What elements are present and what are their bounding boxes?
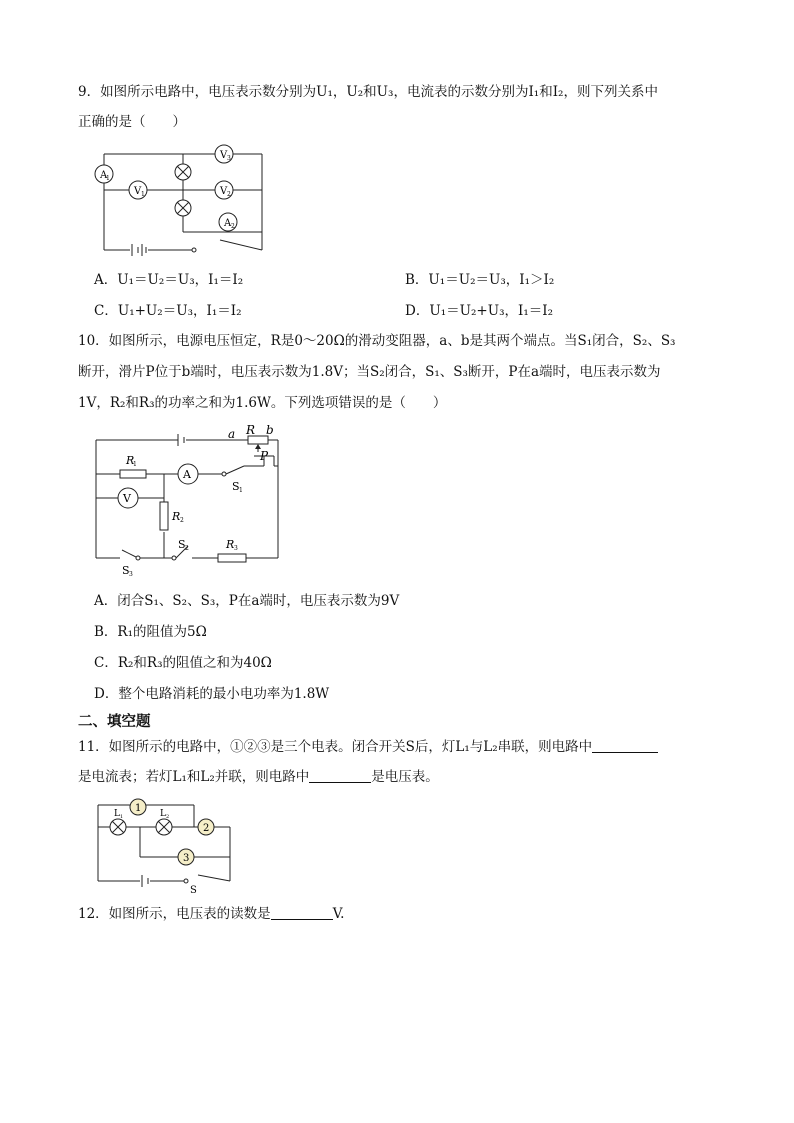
svg-text:b: b	[266, 423, 274, 437]
meter-A2	[219, 213, 237, 231]
q10-option-b: B．R₁的阻值为5Ω	[94, 624, 207, 640]
lamp-upper	[175, 164, 191, 180]
q10-stem-line3: 1V，R₂和R₃的功率之和为1.6W。下列选项错误的是（ ）	[78, 395, 447, 411]
q12-text-1b: V.	[332, 906, 345, 922]
svg-text:2: 2	[231, 223, 235, 230]
meter-V3	[215, 145, 233, 163]
svg-text:S: S	[190, 885, 197, 896]
svg-text:3: 3	[227, 155, 231, 162]
q9-option-b: B．U₁＝U₂＝U₃，I₁＞I₂	[405, 272, 555, 288]
svg-text:A: A	[224, 218, 232, 229]
svg-text:1: 1	[120, 814, 124, 820]
svg-text:1: 1	[133, 461, 137, 468]
lamp-lower	[175, 200, 191, 216]
svg-text:S: S	[178, 538, 186, 551]
svg-text:R: R	[226, 538, 235, 551]
svg-text:2: 2	[185, 545, 189, 552]
q9-option-a: A．U₁＝U₂＝U₃，I₁＝I₂	[94, 272, 244, 288]
svg-text:S: S	[122, 564, 130, 577]
svg-text:2: 2	[166, 814, 170, 820]
svg-text:V: V	[134, 186, 142, 197]
svg-text:a: a	[228, 427, 236, 441]
q11-blank-1[interactable]	[592, 738, 658, 753]
q11-stem-line1	[78, 737, 658, 757]
q11-text-2b: 是电压表。	[371, 769, 439, 785]
q9-option-d: D．U₁＝U₂+U₃，I₁＝I₂	[405, 303, 553, 319]
svg-text:V: V	[220, 186, 228, 197]
svg-text:V: V	[220, 150, 228, 161]
meter-V2	[215, 181, 233, 199]
svg-text:A: A	[183, 468, 191, 481]
q10-circuit-diagram	[94, 422, 284, 578]
resistor-R2	[160, 502, 168, 530]
svg-text:2: 2	[227, 191, 231, 198]
q12-blank-1[interactable]	[271, 905, 333, 920]
svg-text:1: 1	[106, 175, 110, 182]
svg-text:3: 3	[234, 545, 238, 552]
svg-text:1: 1	[239, 487, 243, 494]
meter-A1	[95, 165, 113, 183]
rheostat-R	[248, 436, 268, 444]
svg-text:R: R	[126, 454, 135, 467]
svg-text:1: 1	[141, 191, 145, 198]
svg-text:L: L	[114, 809, 120, 819]
q10-option-a: A．闭合S₁、S₂、S₃，P在a端时，电压表示数为9V	[94, 593, 400, 609]
svg-text:2: 2	[203, 823, 210, 834]
q11-stem-line2	[78, 767, 439, 787]
svg-text:L: L	[160, 809, 166, 819]
q11-text-1a: 11．如图所示的电路中，①②③是三个电表。闭合开关S后，灯L₁与L₂串联，则电路中	[78, 739, 593, 755]
svg-text:R: R	[246, 423, 256, 437]
meter-2	[198, 819, 214, 835]
svg-text:R: R	[172, 510, 181, 523]
q10-stem-line2: 断开，滑片P位于b端时，电压表示数为1.8V；当S₂闭合，S₁、S₃断开，P在a端时，电压表示数为	[78, 364, 661, 380]
q9-stem-line2: 正确的是（ ）	[78, 114, 186, 130]
q9-option-c: C．U₁+U₂＝U₃，I₁＝I₂	[94, 303, 242, 319]
resistor-R1	[120, 470, 146, 478]
svg-text:A: A	[100, 170, 108, 181]
ammeter	[178, 464, 198, 484]
svg-text:3: 3	[129, 571, 133, 578]
q12-text-1a: 12．如图所示，电压表的读数是	[78, 906, 271, 922]
section-title-fill-in: 二、填空题	[78, 714, 151, 730]
svg-text:3: 3	[183, 853, 190, 864]
meter-V1	[129, 181, 147, 199]
q12-stem-line1	[78, 904, 344, 924]
svg-text:P: P	[260, 449, 269, 463]
svg-text:V: V	[123, 492, 131, 505]
q9-circuit-diagram	[94, 146, 274, 256]
meter-1	[130, 799, 146, 815]
q10-option-d: D．整个电路消耗的最小电功率为1.8W	[94, 686, 330, 702]
q10-option-c: C．R₂和R₃的阻值之和为40Ω	[94, 655, 272, 671]
q11-text-2a: 是电流表；若灯L₁和L₂并联，则电路中	[78, 769, 310, 785]
lamp-L2	[156, 819, 172, 835]
lamp-L1	[110, 819, 126, 835]
q11-circuit-diagram	[94, 797, 239, 896]
meter-3	[178, 849, 194, 865]
q11-blank-2[interactable]	[309, 768, 371, 783]
voltmeter	[118, 488, 138, 508]
svg-text:2: 2	[180, 517, 184, 524]
resistor-R3	[218, 554, 246, 562]
q10-stem-line1: 10．如图所示，电源电压恒定，R是0～20Ω的滑动变阻器，a、b是其两个端点。当S₁闭合，S₂、S₃	[78, 333, 676, 349]
q9-stem-line1: 9．如图所示电路中，电压表示数分别为U₁，U₂和U₃，电流表的示数分别为I₁和I₂，则下列关系中	[78, 84, 658, 100]
svg-text:1: 1	[135, 803, 142, 814]
svg-text:S: S	[232, 480, 240, 493]
